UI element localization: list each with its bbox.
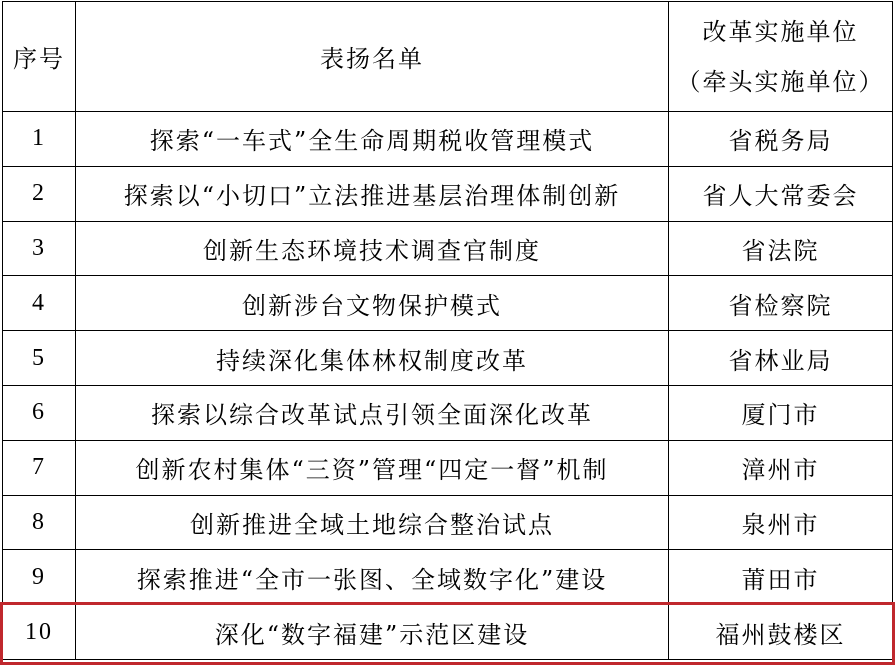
row-index: 8 — [3, 495, 76, 550]
row-unit: 省人大常委会 — [669, 166, 893, 221]
header-name: 表扬名单 — [76, 2, 669, 112]
row-name: 探索以综合改革试点引领全面深化改革 — [76, 385, 669, 440]
table-row — [3, 331, 893, 386]
row-unit: 省林业局 — [669, 331, 893, 386]
row-unit: 泉州市 — [669, 495, 893, 550]
table-row — [3, 166, 893, 221]
row-name: 探索推进“全市一张图、全域数字化”建设 — [76, 550, 669, 605]
table-header-row — [3, 2, 893, 112]
header-unit-line1: 改革实施单位 — [702, 17, 859, 46]
table-row — [3, 550, 893, 605]
row-name: 创新涉台文物保护模式 — [76, 276, 669, 331]
row-index: 1 — [3, 112, 76, 167]
row-unit: 省检察院 — [669, 276, 893, 331]
table-row — [3, 495, 893, 550]
row-unit: 莆田市 — [669, 550, 893, 605]
row-index: 2 — [3, 166, 76, 221]
table-row-highlighted — [3, 605, 893, 660]
row-unit: 省法院 — [669, 221, 893, 276]
row-unit: 省税务局 — [669, 112, 893, 167]
row-index: 6 — [3, 385, 76, 440]
row-unit: 福州鼓楼区 — [669, 605, 893, 660]
table-body — [3, 112, 893, 660]
row-index: 4 — [3, 276, 76, 331]
row-index: 10 — [3, 605, 76, 660]
table-row — [3, 440, 893, 495]
row-name: 创新农村集体“三资”管理“四定一督”机制 — [76, 440, 669, 495]
header-unit-line2: （牵头实施单位） — [676, 67, 885, 96]
table-row — [3, 112, 893, 167]
table-row — [3, 276, 893, 331]
row-unit: 厦门市 — [669, 385, 893, 440]
row-name: 创新生态环境技术调查官制度 — [76, 221, 669, 276]
row-unit: 漳州市 — [669, 440, 893, 495]
table-row — [3, 385, 893, 440]
row-index: 5 — [3, 331, 76, 386]
commendation-table — [2, 1, 893, 660]
row-name: 深化“数字福建”示范区建设 — [76, 605, 669, 660]
header-unit — [669, 2, 893, 112]
row-name: 创新推进全域土地综合整治试点 — [76, 495, 669, 550]
row-name: 持续深化集体林权制度改革 — [76, 331, 669, 386]
row-name: 探索以“小切口”立法推进基层治理体制创新 — [76, 166, 669, 221]
header-index: 序号 — [3, 2, 76, 112]
row-index: 3 — [3, 221, 76, 276]
row-name: 探索“一车式”全生命周期税收管理模式 — [76, 112, 669, 167]
row-index: 7 — [3, 440, 76, 495]
row-index: 9 — [3, 550, 76, 605]
table-row — [3, 221, 893, 276]
